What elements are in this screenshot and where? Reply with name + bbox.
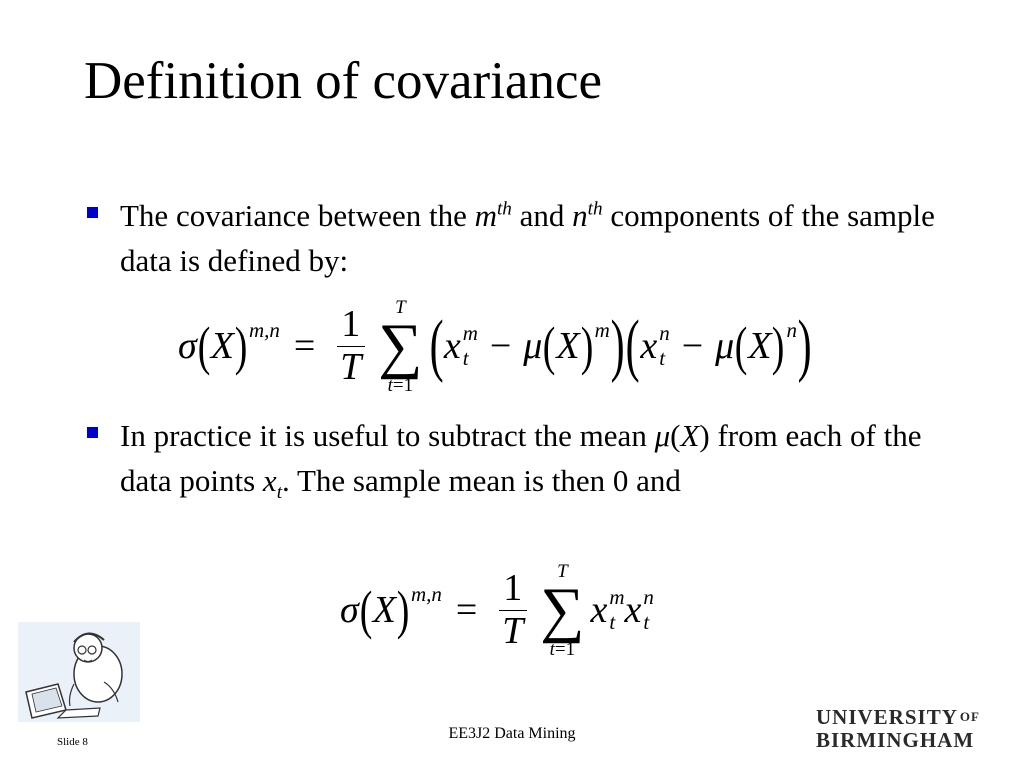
- x-variable: X: [680, 418, 700, 453]
- x-sample: x: [262, 463, 277, 498]
- mu-symbol: μ: [523, 325, 543, 368]
- sum-upper-limit: T: [395, 297, 406, 318]
- left-paren: (: [734, 316, 748, 377]
- sum-index: t: [387, 374, 393, 396]
- denominator: T: [340, 345, 362, 388]
- big-right-paren: ): [797, 307, 812, 385]
- sup-sub-stack: [643, 587, 654, 633]
- big-right-paren: ): [610, 307, 625, 385]
- mu-symbol: μ: [715, 325, 735, 368]
- n-superscript: n: [643, 585, 654, 610]
- n-superscript: n: [659, 321, 670, 346]
- right-paren: ): [699, 418, 710, 453]
- x-variable: X: [556, 325, 580, 368]
- mu-symbol: μ: [654, 418, 671, 453]
- mn-superscript: m,n: [410, 582, 442, 606]
- bullet-subtract-mean: [120, 413, 980, 503]
- sup-sub-stack: [659, 323, 670, 369]
- m-symbol: m: [474, 198, 497, 233]
- sigma-symbol: σ: [178, 325, 197, 368]
- slide-number: Slide 8: [57, 736, 88, 748]
- equals-sign: =: [455, 589, 478, 632]
- bullet-text: The covariance between the: [120, 198, 475, 233]
- sum-start: =1: [392, 374, 414, 396]
- student-laptop-cartoon-icon: [18, 622, 140, 722]
- x-variable: X: [372, 589, 396, 632]
- university-logo: [816, 706, 991, 752]
- left-paren: (: [670, 418, 681, 453]
- summation: [540, 562, 584, 659]
- numerator: 1: [503, 567, 523, 610]
- minus-sign: −: [489, 325, 512, 368]
- th-superscript: th: [496, 198, 512, 220]
- bullet-covariance-definition: [120, 193, 980, 283]
- logo-line-1: [816, 706, 991, 728]
- fraction: [335, 304, 366, 389]
- sum-index: t: [549, 638, 555, 660]
- bullet-text: from each of the data points: [120, 418, 922, 498]
- t-subscript: t: [276, 482, 283, 504]
- sum-symbol: ∑: [378, 312, 423, 380]
- bullet-text: and: [511, 198, 573, 233]
- m-superscript: m: [594, 318, 610, 342]
- th-superscript: th: [587, 198, 603, 220]
- bullet-square-icon: [87, 427, 98, 438]
- sum-lower-limit: [388, 376, 414, 395]
- x-sample: x: [624, 589, 642, 632]
- bullet-text: In practice it is useful to subtract the mean: [120, 418, 655, 453]
- t-subscript: t: [609, 610, 616, 635]
- fraction: [497, 568, 528, 653]
- t-subscript: t: [462, 346, 469, 371]
- right-paren: ): [396, 580, 410, 641]
- covariance-formula: [178, 298, 812, 395]
- denominator: T: [502, 609, 524, 652]
- n-symbol: n: [572, 198, 588, 233]
- n-superscript: n: [786, 318, 797, 342]
- t-subscript: t: [643, 610, 650, 635]
- x-variable: X: [210, 325, 234, 368]
- x-sample: x: [590, 589, 608, 632]
- bullet-text: . The sample mean is then 0 and: [282, 463, 681, 498]
- summation: [378, 298, 422, 395]
- t-subscript: t: [659, 346, 666, 371]
- minus-sign: −: [681, 325, 704, 368]
- m-superscript: m: [462, 321, 478, 346]
- right-paren: ): [234, 316, 248, 377]
- x-sample: x: [640, 325, 658, 368]
- sum-lower-limit: [550, 640, 576, 659]
- logo-birmingham: BIRMINGHAM: [816, 728, 975, 752]
- big-left-paren: (: [429, 307, 444, 385]
- left-paren: (: [543, 316, 556, 377]
- sup-sub-stack: [609, 587, 624, 633]
- slide-title: Definition of covariance: [84, 52, 602, 110]
- numerator: 1: [341, 303, 361, 346]
- mn-superscript: m,n: [248, 318, 280, 342]
- sum-symbol: ∑: [540, 576, 585, 644]
- sigma-symbol: σ: [340, 589, 359, 632]
- left-paren: (: [197, 316, 211, 377]
- right-paren: ): [580, 316, 593, 377]
- footer-course-title: EE3J2 Data Mining: [448, 725, 576, 742]
- equals-sign: =: [293, 325, 316, 368]
- sup-sub-stack: [463, 323, 478, 369]
- logo-university: UNIVERSITY: [816, 705, 958, 729]
- bullet-text: components of the sample data is defined by:: [120, 198, 935, 278]
- x-sample: x: [443, 325, 461, 368]
- sum-start: =1: [554, 638, 576, 660]
- right-paren: ): [772, 316, 785, 377]
- x-variable: X: [748, 325, 772, 368]
- big-left-paren: (: [625, 307, 640, 385]
- m-superscript: m: [609, 585, 625, 610]
- sum-upper-limit: T: [557, 561, 568, 582]
- centered-covariance-formula: [340, 562, 654, 659]
- bullet-square-icon: [87, 207, 98, 218]
- left-paren: (: [359, 580, 373, 641]
- logo-of: OF: [959, 709, 980, 724]
